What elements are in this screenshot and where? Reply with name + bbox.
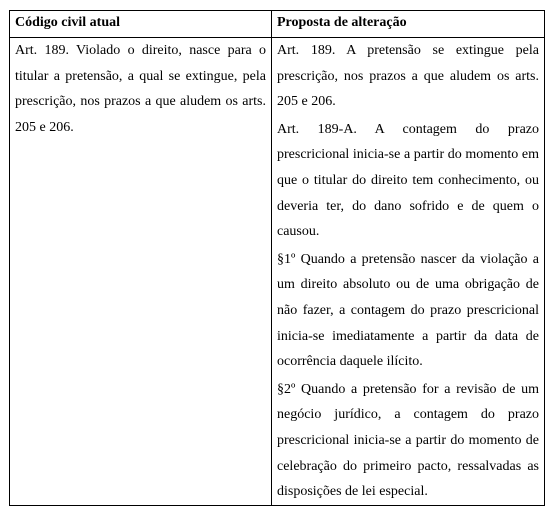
proposal-paragraph-2: §2º Quando a pretensão for a revisão de um negócio jurídico, a contagem do prazo prescricional inicia-se a partir do momento de celebração do primeiro pacto, ressalvadas as disposições de lei especial. [277, 381, 539, 500]
header-proposal: Proposta de alteração [272, 11, 545, 38]
proposal-article-189-a: Art. 189-A. A contagem do prazo prescricional inicia-se a partir do momento em que o titular do direito tem conhecimento, ou deveria ter, do dano sofrido e de quem o causou. [277, 121, 539, 240]
proposal-article-189: Art. 189. A pretensão se extingue pela prescrição, nos prazos a que aludem os arts. 205 e 206. [277, 43, 539, 110]
proposal-cell [272, 38, 545, 506]
header-row [10, 11, 545, 38]
current-code-article-189: Art. 189. Violado o direito, nasce para o titular a pretensão, a qual se extingue, pela prescrição, nos prazos a que aludem os arts. 205 e 206. [15, 43, 266, 135]
current-code-cell [10, 38, 272, 506]
proposal-paragraph-1: §1º Quando a pretensão nascer da violação a um direito absoluto ou de uma obrigação de não fazer, a contagem do prazo prescricional inicia-se imediatamente a partir da data de ocorrência daquele ilícito. [277, 251, 539, 370]
content-row [10, 38, 545, 506]
header-current-code: Código civil atual [10, 11, 272, 38]
comparison-table [9, 10, 545, 506]
